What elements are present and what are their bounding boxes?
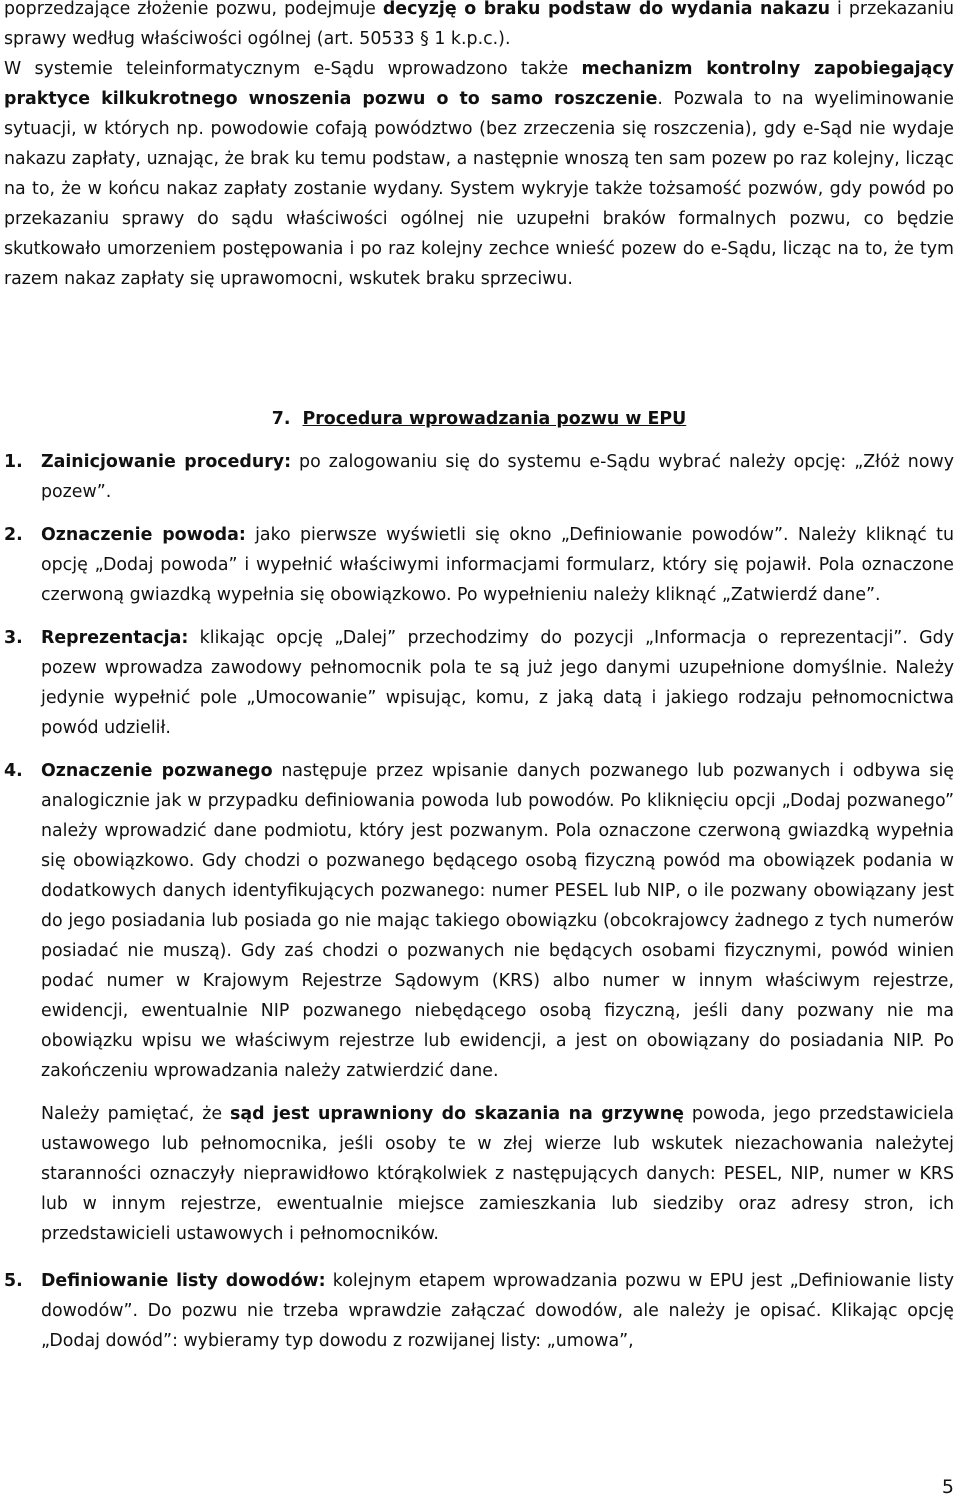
item-number: 4. [4, 761, 23, 781]
item-number: 5. [4, 1271, 23, 1292]
item-text: jako pierwsze wyświetli się okno „Definiowanie powodów”. Należy kliknąć tu opcję „Dodaj powoda” i wypełnić właściwymi informacjami formularz, który się pojawił. Pola oznaczone czerwoną gwiazdką wypełnia się obowiązkowo. Po wypełnieniu należy kliknąć „Zatwierdź dane”. [41, 525, 954, 605]
item-body [41, 756, 954, 1086]
document-page [4, 0, 954, 1356]
list-item [4, 623, 954, 743]
item-lead: Zainicjowanie procedury: [41, 452, 292, 472]
text-run: i przekazaniu sprawy według właściwości ogólnej (art. 50533 § 1 k.p.c.). [4, 0, 954, 49]
section-heading [4, 404, 954, 434]
page-number: 5 [941, 1476, 954, 1498]
item-number: 2. [4, 525, 23, 545]
bold-run: sąd jest uprawniony do skazania na grzywnę [230, 1104, 684, 1124]
item-text: następuje przez wpisanie danych pozwanego lub pozwanych i odbywa się analogicznie jak w przypadku definiowania powoda lub powodów. Po kliknięciu opcji „Dodaj pozwanego” należy wprowadzić dane podmiotu, który jest pozwanym. Pola oznaczone czerwoną gwiazdką wypełnia się obowiązkowo. Gdy chodzi o pozwanego będącego osobą fizyczną powód ma obowiązek podania w dodatkowych danych identyfikujących pozwanego: numer PESEL lub NIP, o ile pozwany obowiązany jest do jego posiadania lub posiada go nie mając takiego obowiązku (obcokrajowcy żadnego z tych numerów posiadać nie muszą). Gdy zaś chodzi o pozwanych nie będących osobami fizycznymi, powód winien podać numer w Krajowym Rejestrze Sądowym (KRS) albo numer w innym właściwym rejestrze, ewidencji, ewentualnie NIP pozwanego niebędącego osobą fizyczną, jeśli dany pozwany nie ma obowiązku wpisu we właściwym rejestrze lub ewidencji, a jest on obowiązany do posiadania NIP. Po zakończeniu wprowadzania należy zatwierdzić dane. [41, 761, 954, 1081]
item-number: 3. [4, 628, 23, 648]
item-text: po zalogowaniu się do systemu e-Sądu wybrać należy opcję: „Złóż nowy pozew”. [41, 452, 954, 502]
list-item [4, 756, 954, 1086]
item-lead: Oznaczenie powoda: [41, 525, 246, 545]
list-item [4, 520, 954, 610]
intro-paragraph-2 [4, 54, 954, 294]
text-run: . Pozwala to na wyeliminowanie sytuacji, w których np. powodowie cofają powództwo (bez zrzeczenia się roszczenia), gdy e-Sąd nie wydaje nakazu zapłaty, uznając, że brak ku temu podstaw, a następnie wnoszą ten sam pozew po raz kolejny, licząc na to, że w końcu nakaz zapłaty zostanie wydany. System wykryje także tożsamość pozwów, gdy powód po przekazaniu sprawy do sądu właściwości ogólnej nie uzupełni braków formalnych pozwu, co będzie skutkowało umorzeniem postępowania i po raz kolejny zechce wnieść pozew do e-Sądu, licząc na to, że tym razem nakaz zapłaty się uprawomocni, wskutek braku sprzeciwu. [4, 89, 954, 289]
note-paragraph [41, 1099, 954, 1249]
item-body [41, 447, 954, 507]
item-body [41, 1266, 954, 1356]
item-number: 1. [4, 452, 23, 472]
list-item [4, 447, 954, 507]
section-title: Procedura wprowadzania pozwu w EPU [302, 409, 687, 429]
item-body [41, 623, 954, 743]
item-lead: Definiowanie listy dowodów: [41, 1271, 326, 1292]
text-run: poprzedzające złożenie pozwu, podejmuje [4, 0, 383, 19]
text-run: W systemie teleinformatycznym e-Sądu wprowadzono także [4, 59, 582, 79]
section-number: 7. [271, 409, 291, 429]
text-run: Należy pamiętać, że [41, 1104, 231, 1124]
item-lead: Oznaczenie pozwanego [41, 761, 273, 781]
item-body [41, 520, 954, 610]
list-item [4, 1266, 954, 1356]
text-run: powoda, jego przedstawiciela ustawowego lub pełnomocnika, jeśli osoby te w złej wierze lub wskutek niezachowania należytej staranności oznaczyły nieprawidłowo którąkolwiek z następujących danych: PESEL, NIP, numer w KRS lub w innym rejestrze, ewentualnie miejsce zamieszkania lub siedziby oraz adresy stron, ich przedstawicieli ustawowych i pełnomocników. [41, 1104, 954, 1244]
intro-paragraph-1 [4, 0, 954, 54]
bold-run: decyzję o braku podstaw do wydania nakazu [382, 0, 830, 19]
bold-run: mechanizm kontrolny zapobiegający praktyce kilkukrotnego wnoszenia pozwu o to samo roszczenie [4, 59, 954, 109]
item-lead: Reprezentacja: [41, 628, 189, 648]
item-text: kolejnym etapem wprowadzania pozwu w EPU jest „Definiowanie listy dowodów”. Do pozwu nie trzeba wprawdzie załączać dowodów, ale należy je opisać. Klikając opcję „Dodaj dowód”: wybieramy typ dowodu z rozwijanej listy: „umowa”, [41, 1271, 954, 1352]
item-text: klikając opcję „Dalej” przechodzimy do pozycji „Informacja o reprezentacji”. Gdy pozew wprowadza zawodowy pełnomocnik pola te są już jego danymi uzupełnione domyślnie. Należy jedynie wypełnić pole „Umocowanie” wpisując, komu, z jaką datą i jakiego rodzaju pełnomocnictwa powód udzielił. [41, 628, 954, 738]
